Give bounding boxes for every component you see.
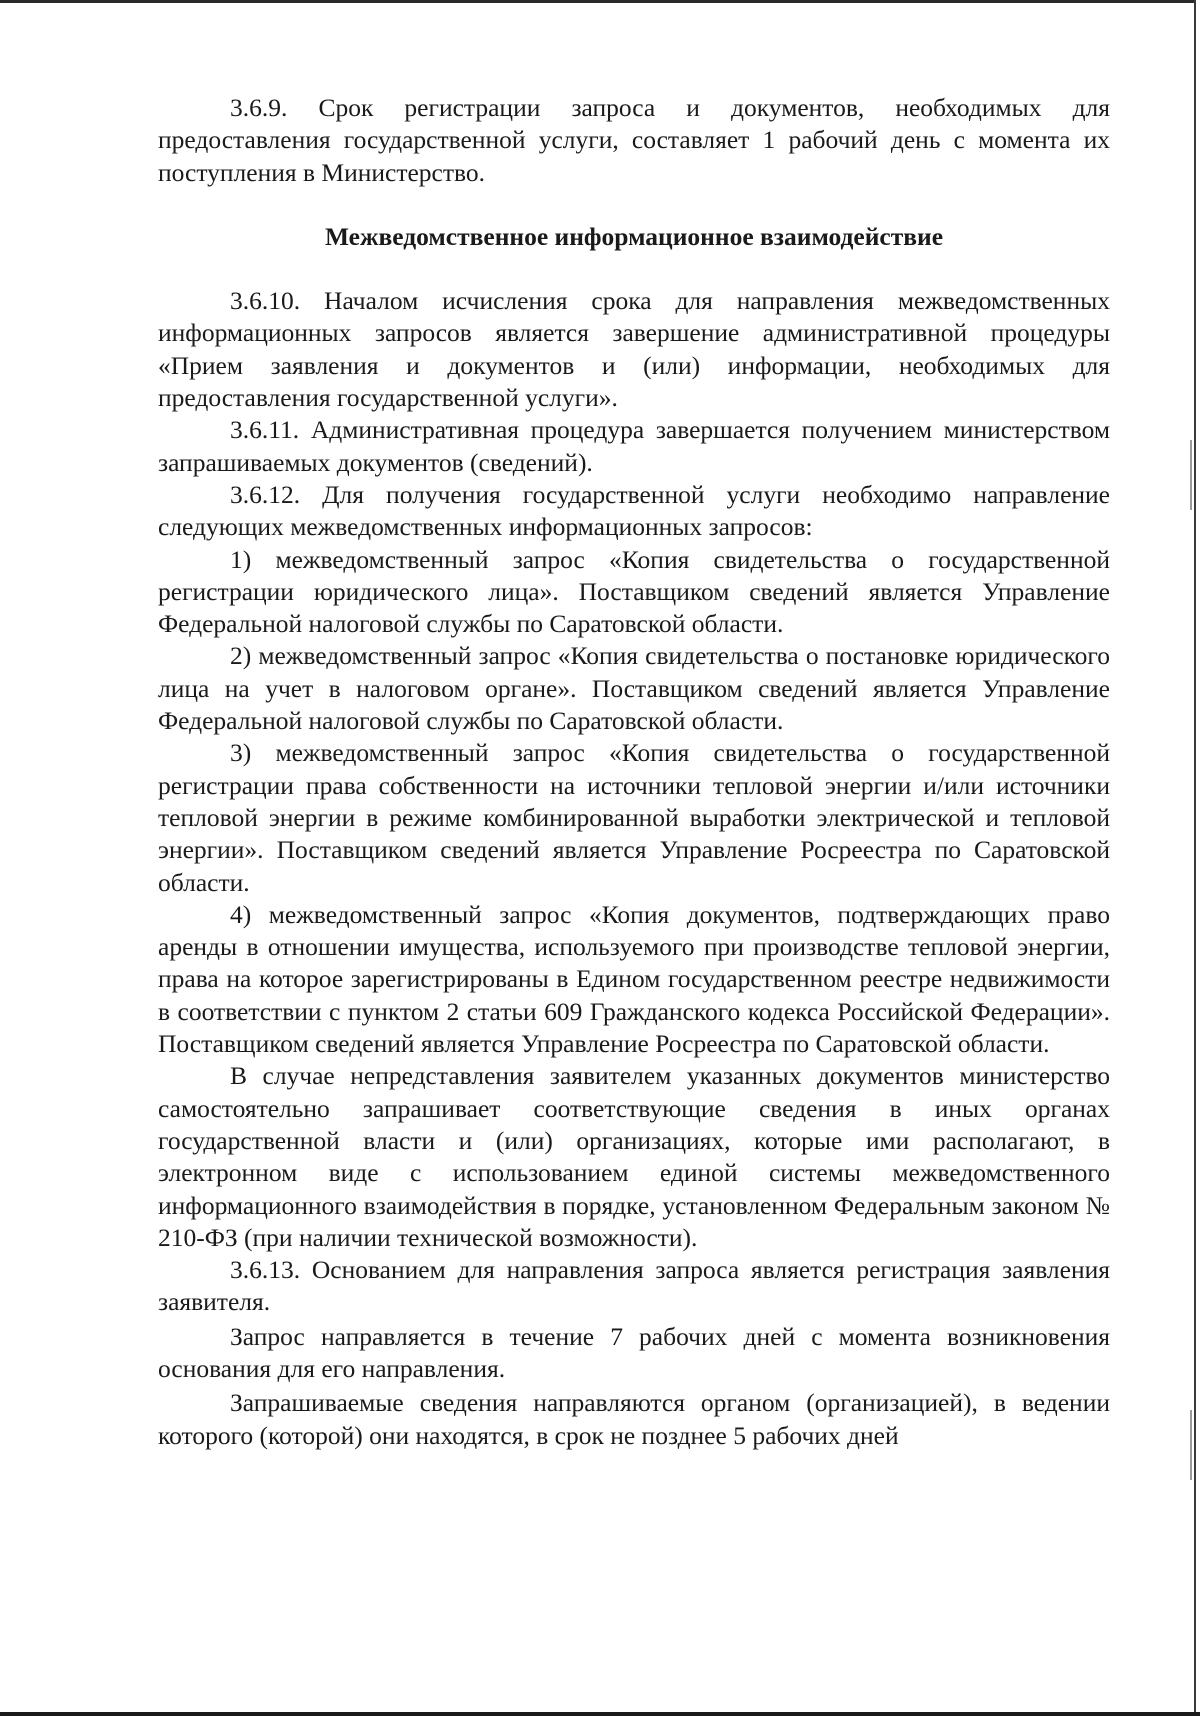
section-heading: Межведомственное информационное взаимодействие [324,221,944,251]
list-item: 3) межведомственный запрос «Копия свидетельства о государственной регистрации права собственности на источники тепловой энергии и/или источники тепловой энергии в режиме комбинированной выработки электрической и тепловой энергии». Поставщиком сведений является Управление Росреестра по Саратовской области. [158,738,1110,897]
paragraph-3-6-10: 3.6.10. Началом исчисления срока для направления межведомственных информационных запросов является завершение административной процедуры «Прием заявления и документов и (или) информации, необходимых для предоставления государственной услуги». [158,286,1110,413]
paragraph-response: Запрашиваемые сведения направляются органом (организацией), в ведении которого (которой) они находятся, в срок не позднее 5 рабочих дней [158,1388,1110,1450]
paragraph-3-6-13: 3.6.13. Основанием для направления запроса является регистрация заявления заявителя. [158,1255,1110,1317]
list-item: 2) межведомственный запрос «Копия свидетельства о постановке юридического лица на учет в налоговом органе». Поставщиком сведений является Управление Федеральной налоговой службы по Саратовской области. [158,641,1110,736]
list-item: 4) межведомственный запрос «Копия документов, подтверждающих право аренды в отношении имущества, используемого при производстве тепловой энергии, права на которое зарегистрированы в Едином государственном реестре недвижимости в соответствии с пунктом 2 статьи 609 Гражданского кодекса Российской Федерации». Поставщиком сведений является Управление Росреестра по Саратовской области. [158,899,1110,1059]
list-item: 1) межведомственный запрос «Копия свидетельства о государственной регистрации юридического лица». Поставщиком сведений является Управление Федеральной налоговой службы по Саратовской области. [158,544,1110,639]
paragraph-case: В случае непредставления заявителем указанных документов министерство самостоятельно запрашивает соответствующие сведения в иных органах государственной власти и (или) организациях, которые ими располагают, в электронном виде с использованием единой системы межведомственного информационного взаимодействия в порядке, установленном Федеральным законом № 210-ФЗ (при наличии технической возможности). [158,1061,1110,1252]
scan-mark [1190,440,1192,510]
scan-border-right [1194,0,1200,1716]
paragraph-3-6-12: 3.6.12. Для получения государственной услуги необходимо направление следующих межведомственных информационных запросов: [158,479,1110,542]
scan-mark [1190,1410,1192,1480]
document-body [158,92,1110,1452]
paragraph-3-6-9: 3.6.9. Срок регистрации запроса и документов, необходимых для предоставления государственной услуги, составляет 1 рабочий день с момента их поступления в Министерство. [158,93,1110,187]
scan-border-top [0,0,1200,3]
scan-border-bottom [0,1712,1200,1716]
paragraph-3-6-11: 3.6.11. Административная процедура завершается получением министерством запрашиваемых документов (сведений). [158,415,1110,477]
paragraph-request: Запрос направляется в течение 7 рабочих дней с момента возникновения основания для его направления. [158,1321,1110,1383]
